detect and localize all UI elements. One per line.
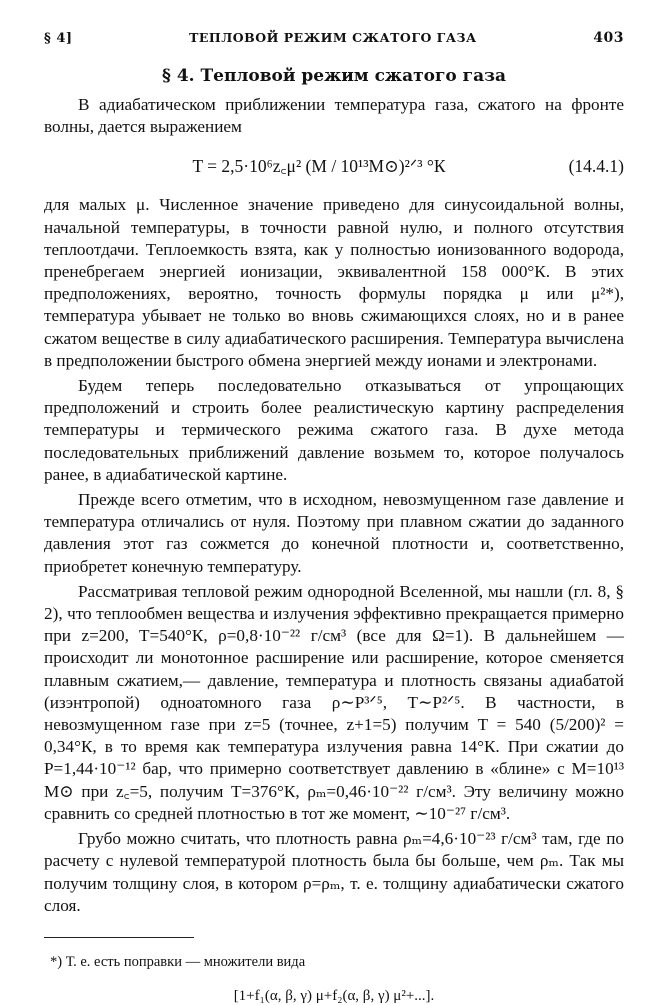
paragraph-5: Грубо можно считать, что плотность равна ρₘ=4,6·10⁻²³ г/см³ там, где по расчету с нулевой температурой плотность была бы больше, чем ρₘ. Так мы получим толщину слоя, в котором ρ=ρₘ, т. е. толщину адиабатически сжатого слоя.: [44, 829, 624, 915]
equation-14-4-1: [44, 138, 624, 194]
footnote-text: *) Т. е. есть поправки — множители вида: [50, 953, 306, 970]
section-title: § 4. Тепловой режим сжатого газа: [162, 66, 506, 86]
paragraph-2: Будем теперь последовательно отказываться от упрощающих предположений и строить более реалистическую картину распределения температуры и термического режима сжатого газа. В духе метода последовательных приближений давление возьмем то, которое получалось ранее, в адиабатической картине.: [44, 376, 624, 484]
running-head: [44, 30, 624, 52]
intro-paragraph: В адиабатическом приближении температура газа, сжатого на фронте волны, дается выражением: [44, 95, 624, 137]
footnote-formula: [1+f₁(α, β, γ) μ+f₂(α, β, γ) μ²+...].: [233, 987, 435, 1004]
paragraph-1: для малых μ. Численное значение приведено для синусоидальной волны, начальной температуры, в точности равной нулю, и полного отсутствия теплоотдачи. Теплоемкость взята, как у полностью ионизованного водорода, пренебрегаем энергией ионизации, эквивалентной 158 000°К. В этих предположениях, вероятно, точность формулы порядка μ или μ²*), температура убывает не только во вновь сжимающихся слоях, но и в ранее сжатом веществе в силу адиабатического расширения. Температура вычислена в предположении быстрого обмена энергией между ионами и электронами.: [44, 195, 624, 370]
page-number: 403: [593, 30, 624, 46]
equation-number: (14.4.1): [568, 155, 624, 176]
section-mark: § 4]: [44, 31, 73, 46]
book-page: [44, 30, 624, 1005]
running-title: ТЕПЛОВОЙ РЕЖИМ СЖАТОГО ГАЗА: [189, 30, 477, 45]
equation-expression: T = 2,5·10⁶z꜀μ² (M / 10¹³M⊙)²ᐟ³ °К: [192, 156, 446, 177]
paragraph-3: Прежде всего отметим, что в исходном, невозмущенном газе давление и температура отличались от нуля. Поэтому при плавном сжатии до заданного давления этот газ сожмется до конечной плотности и, соответственно, приобретет конечную температуру.: [44, 490, 624, 576]
footnote-divider: [44, 937, 194, 938]
paragraph-4: Рассматривая тепловой режим однородной Вселенной, мы нашли (гл. 8, § 2), что теплообмен вещества и излучения эффективно прекращается примерно при z=200, T=540°К, ρ=0,8·10⁻²² г/см³ (все для Ω=1). В дальнейшем — происходит ли монотонное расширение или расширение, которое сменяется плавным сжатием,— давление, температура и плотность связаны адиабатой (изэнтропой) одноатомного газа ρ∼P³ᐟ⁵, T∼P²ᐟ⁵. В частности, в невозмущенном газе при z=5 (точнее, z+1=5) получим T = 540 (5/200)² = 0,34°К, в то время как температура излучения равна 14°К. При сжатии до P=1,44·10⁻¹² бар, что примерно соответствует давлению в «блине» с M=10¹³ M⊙ при z꜀=5, получим T=376°К, ρₘ=0,46·10⁻²² г/см³. Эту величину можно сравнить со средней плотностью в тот же момент, ∼10⁻²⁷ г/см³.: [44, 581, 624, 823]
